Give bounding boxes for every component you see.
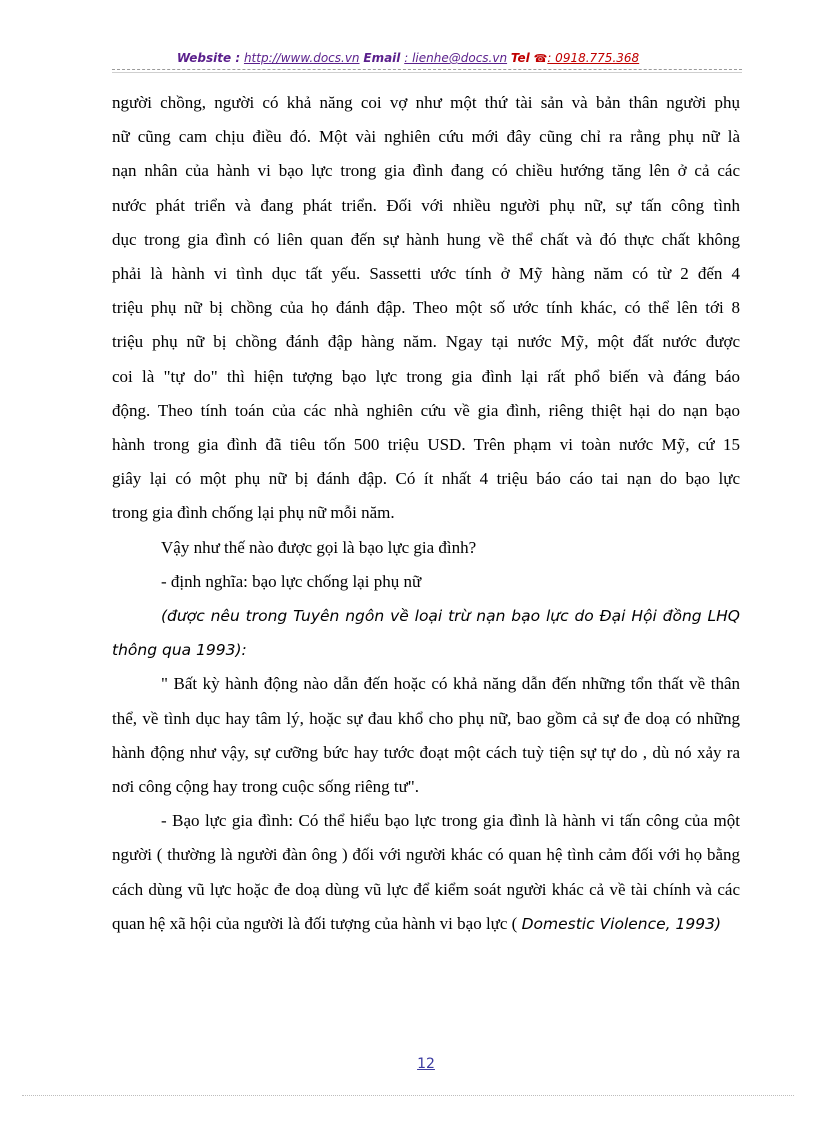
body-line: dục trong gia đình có liên quan đến sự hành hung về thể chất và đó thực chất không [112, 229, 740, 249]
body-line: nữ cũng cam chịu điều đó. Một vài nghiên cứu mới đây cũng chỉ ra rằng phụ nữ là [112, 127, 740, 147]
body-line: động. Theo tính toán của các nhà nghiên cứu về gia đình, riêng thiệt hại do nạn bạo [112, 400, 740, 420]
domestic-source-citation: Domestic Violence, 1993) [521, 914, 722, 933]
tel-label: Tel [510, 51, 530, 65]
email-link[interactable]: : lienhe@docs.vn [404, 51, 508, 65]
body-line: coi là "tự do" thì hiện tượng bạo lực trong gia đình lại rất phổ biến và đáng báo [112, 366, 740, 386]
question-line: Vậy như thế nào được gọi là bạo lực gia đình? [161, 537, 477, 557]
definition-heading: - định nghĩa: bạo lực chống lại phụ nữ [161, 571, 422, 591]
page-header [0, 51, 816, 65]
body-line: phải là hành vi tình dục tất yếu. Sassetti ước tính ở Mỹ hàng năm có từ 2 đến 4 [112, 264, 740, 284]
source-note: (được nêu trong Tuyên ngôn về loại trừ nạn bạo lực do Đại Hội đồng LHQ thông qua 1993): [112, 607, 740, 660]
body-line: trong gia đình chống lại phụ nữ mỗi năm. [112, 503, 395, 523]
website-label: Website : [176, 51, 241, 65]
page-number[interactable]: 12 [417, 1056, 435, 1072]
body-line: giây lại có một phụ nữ bị đánh đập. Có ít nhất 4 triệu báo cáo tai nạn do bạo lực [112, 469, 740, 489]
body-line: triệu phụ nữ bị chồng của họ đánh đập. Theo một số ước tính khác, có thể lên tới 8 [112, 298, 740, 318]
document-body [112, 86, 740, 941]
body-line: triệu phụ nữ bị chồng đánh đập hàng năm. Ngay tại nước Mỹ, một đất nước được [112, 332, 740, 352]
quote-paragraph: " Bất kỳ hành động nào dẫn đến hoặc có khả năng dẫn đến những tổn thất về thân thể, về tình dục hay tâm lý, hoặc sự đau khổ cho phụ nữ, bao gồm cả sự đe doạ có những hành động như vậy, sự cưỡng bức hay tước đoạt một cách tuỳ tiện sự tự do , dù nó xảy ra nơi công cộng hay trong cuộc sống riêng tư". [112, 674, 740, 797]
telephone-icon: ☎ [533, 52, 548, 65]
body-line: người chồng, người có khả năng coi vợ như một thứ tài sản và bản thân người phụ [112, 93, 740, 112]
website-link[interactable]: http://www.docs.vn [243, 51, 360, 65]
body-line: nước phát triển và đang phát triển. Đối với nhiều người phụ nữ, sự tấn công tình [112, 195, 740, 215]
domestic-violence-definition [112, 804, 740, 941]
header-divider-secondary [112, 72, 742, 73]
domestic-definition-text: - Bạo lực gia đình: Có thể hiểu bạo lực trong gia đình là hành vi tấn công của một người ( thường là người đàn ông ) đối với người khác có quan hệ tình cảm đối với họ bằng cách dùng vũ lực hoặc đe doạ dùng vũ lực để kiểm soát người khác cả về tài chính và các quan hệ xã hội của người là đối tượng của hành vi bạo lực ( [112, 811, 740, 933]
header-divider [112, 69, 742, 70]
footer-divider [22, 1095, 794, 1096]
email-label: Email [363, 51, 401, 65]
body-line: hành trong gia đình đã tiêu tốn 500 triệu USD. Trên phạm vi toàn nước Mỹ, cứ 15 [112, 435, 740, 455]
body-line: nạn nhân của hành vi bạo lực trong gia đình đang có chiều hướng tăng lên ở cả các [112, 161, 740, 181]
tel-number: : 0918.775.368 [547, 51, 640, 65]
